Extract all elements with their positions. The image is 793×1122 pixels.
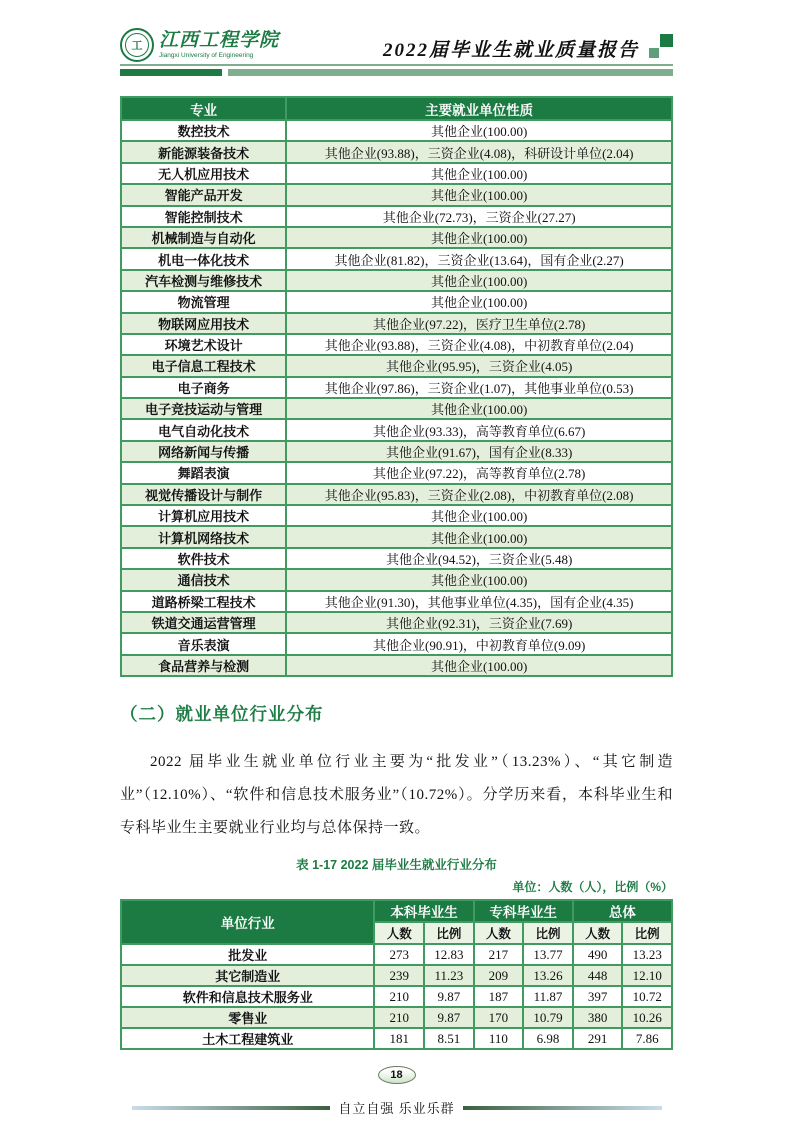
employer-nature-cell: 其他企业(100.00) xyxy=(286,526,672,547)
value-cell: 490 xyxy=(573,944,623,965)
table2-unit-note: 单位：人数（人），比例（%） xyxy=(512,880,673,895)
square-dark-icon xyxy=(660,34,673,47)
column-header-major: 专业 xyxy=(121,97,286,120)
value-cell: 273 xyxy=(374,944,424,965)
employer-nature-cell: 其他企业(100.00) xyxy=(286,398,672,419)
university-logo xyxy=(120,28,279,62)
table-group-header-row xyxy=(121,900,672,922)
employer-nature-cell: 其他企业(90.91)，中初教育单位(9.09) xyxy=(286,633,672,654)
major-cell: 环境艺术设计 xyxy=(121,334,286,355)
employer-nature-cell: 其他企业(100.00) xyxy=(286,291,672,312)
table-row xyxy=(121,248,672,269)
major-cell: 物流管理 xyxy=(121,291,286,312)
table-row xyxy=(121,120,672,141)
value-cell: 291 xyxy=(573,1028,623,1049)
major-cell: 无人机应用技术 xyxy=(121,163,286,184)
major-cell: 舞蹈表演 xyxy=(121,462,286,483)
table-row xyxy=(121,270,672,291)
major-cell: 计算机网络技术 xyxy=(121,526,286,547)
employer-nature-cell: 其他企业(100.00) xyxy=(286,227,672,248)
employer-nature-cell: 其他企业(91.67)，国有企业(8.33) xyxy=(286,441,672,462)
employer-nature-cell: 其他企业(91.30)，其他事业单位(4.35)，国有企业(4.35) xyxy=(286,591,672,612)
value-cell: 11.87 xyxy=(523,986,573,1007)
table2-caption: 表 1-17 2022 届毕业生就业行业分布 xyxy=(296,858,497,873)
major-cell: 计算机应用技术 xyxy=(121,505,286,526)
table-row xyxy=(121,548,672,569)
subheader-count: 人数 xyxy=(374,922,424,944)
footer-rule-right xyxy=(463,1106,662,1110)
table-row xyxy=(121,163,672,184)
emblem-glyph: 工 xyxy=(125,33,149,57)
table-row xyxy=(121,419,672,440)
major-cell: 机械制造与自动化 xyxy=(121,227,286,248)
major-cell: 电子信息工程技术 xyxy=(121,355,286,376)
major-cell: 机电一体化技术 xyxy=(121,248,286,269)
subheader-ratio: 比例 xyxy=(622,922,672,944)
employer-nature-cell: 其他企业(97.22)，医疗卫生单位(2.78) xyxy=(286,313,672,334)
column-header-undergraduate: 本科毕业生 xyxy=(374,900,473,922)
table-row xyxy=(121,965,672,986)
table-row xyxy=(121,377,672,398)
employer-nature-cell: 其他企业(100.00) xyxy=(286,163,672,184)
university-name-en: Jiangxi University of Engineering xyxy=(159,51,254,59)
value-cell: 110 xyxy=(474,1028,524,1049)
major-cell: 道路桥梁工程技术 xyxy=(121,591,286,612)
employer-nature-cell: 其他企业(100.00) xyxy=(286,505,672,526)
footer xyxy=(132,1098,662,1117)
major-cell: 物联网应用技术 xyxy=(121,313,286,334)
logo-text xyxy=(159,31,279,60)
employer-nature-cell: 其他企业(94.52)，三资企业(5.48) xyxy=(286,548,672,569)
column-header-junior-college: 专科毕业生 xyxy=(474,900,573,922)
major-cell: 电气自动化技术 xyxy=(121,419,286,440)
footer-motto: 自立自强 乐业乐群 xyxy=(338,1101,455,1117)
table-row xyxy=(121,526,672,547)
employer-nature-cell: 其他企业(93.33)，高等教育单位(6.67) xyxy=(286,419,672,440)
value-cell: 217 xyxy=(474,944,524,965)
industry-distribution-table-body xyxy=(121,944,672,1049)
value-cell: 12.10 xyxy=(622,965,672,986)
value-cell: 380 xyxy=(573,1007,623,1028)
table-row xyxy=(121,505,672,526)
major-cell: 通信技术 xyxy=(121,569,286,590)
major-cell: 软件技术 xyxy=(121,548,286,569)
header-rule-bar xyxy=(120,69,673,76)
major-cell: 铁道交通运营管理 xyxy=(121,612,286,633)
major-cell: 新能源装备技术 xyxy=(121,141,286,162)
value-cell: 13.77 xyxy=(523,944,573,965)
table-row xyxy=(121,141,672,162)
table-row xyxy=(121,355,672,376)
major-cell: 电子商务 xyxy=(121,377,286,398)
table-row xyxy=(121,612,672,633)
page-header xyxy=(120,28,673,62)
value-cell: 187 xyxy=(474,986,524,1007)
industry-cell: 软件和信息技术服务业 xyxy=(121,986,374,1007)
table-row xyxy=(121,1028,672,1049)
value-cell: 397 xyxy=(573,986,623,1007)
major-cell: 视觉传播设计与制作 xyxy=(121,484,286,505)
value-cell: 9.87 xyxy=(424,1007,474,1028)
table-row xyxy=(121,633,672,654)
industry-cell: 其它制造业 xyxy=(121,965,374,986)
square-mid-icon xyxy=(649,48,659,58)
major-cell: 食品营养与检测 xyxy=(121,655,286,676)
report-page xyxy=(0,28,793,1122)
table-row xyxy=(121,569,672,590)
employer-nature-cell: 其他企业(100.00) xyxy=(286,120,672,141)
major-cell: 音乐表演 xyxy=(121,633,286,654)
section-paragraph: 2022 届毕业生就业单位行业主要为“批发业”（13.23%）、“其它制造业”（12.10%）、“软件和信息技术服务业”（10.72%）。分学历来看，本科毕业生和专科毕业生主要就业行业均与总体保持一致。 xyxy=(120,754,673,837)
employer-nature-cell: 其他企业(97.22)，高等教育单位(2.78) xyxy=(286,462,672,483)
university-emblem-icon xyxy=(120,28,154,62)
section-heading: （二）就业单位行业分布 xyxy=(120,704,324,725)
table-row xyxy=(121,398,672,419)
table-row xyxy=(121,184,672,205)
report-title-block xyxy=(383,29,673,62)
table-row xyxy=(121,334,672,355)
value-cell: 13.23 xyxy=(622,944,672,965)
major-cell: 网络新闻与传播 xyxy=(121,441,286,462)
value-cell: 6.98 xyxy=(523,1028,573,1049)
table-header-row xyxy=(121,97,672,120)
value-cell: 210 xyxy=(374,1007,424,1028)
industry-distribution-table xyxy=(120,899,673,1050)
value-cell: 10.72 xyxy=(622,986,672,1007)
value-cell: 13.26 xyxy=(523,965,573,986)
column-header-employer-nature: 主要就业单位性质 xyxy=(286,97,672,120)
rule-segment-sage xyxy=(228,69,673,76)
header-rule-thin xyxy=(120,64,673,66)
column-header-total: 总体 xyxy=(573,900,672,922)
employer-nature-cell: 其他企业(100.00) xyxy=(286,655,672,676)
value-cell: 209 xyxy=(474,965,524,986)
report-title: 2022届毕业生就业质量报告 xyxy=(382,40,639,61)
employer-nature-cell: 其他企业(100.00) xyxy=(286,184,672,205)
table-row xyxy=(121,441,672,462)
industry-cell: 土木工程建筑业 xyxy=(121,1028,374,1049)
decorative-squares-icon xyxy=(647,29,673,57)
major-cell: 智能产品开发 xyxy=(121,184,286,205)
major-cell: 汽车检测与维修技术 xyxy=(121,270,286,291)
value-cell: 10.79 xyxy=(523,1007,573,1028)
page-number-badge: 18 xyxy=(378,1066,416,1084)
university-name-cn: 江西工程学院 xyxy=(159,29,280,51)
column-header-industry: 单位行业 xyxy=(121,900,374,944)
employer-nature-cell: 其他企业(92.31)，三资企业(7.69) xyxy=(286,612,672,633)
employer-nature-cell: 其他企业(95.83)，三资企业(2.08)，中初教育单位(2.08) xyxy=(286,484,672,505)
employer-nature-cell: 其他企业(100.00) xyxy=(286,569,672,590)
value-cell: 448 xyxy=(573,965,623,986)
rule-segment-dark xyxy=(120,69,222,76)
employer-nature-cell: 其他企业(100.00) xyxy=(286,270,672,291)
table-row xyxy=(121,944,672,965)
value-cell: 7.86 xyxy=(622,1028,672,1049)
value-cell: 239 xyxy=(374,965,424,986)
value-cell: 181 xyxy=(374,1028,424,1049)
value-cell: 11.23 xyxy=(424,965,474,986)
table-row xyxy=(121,291,672,312)
table-row xyxy=(121,462,672,483)
value-cell: 12.83 xyxy=(424,944,474,965)
major-cell: 数控技术 xyxy=(121,120,286,141)
subheader-count: 人数 xyxy=(474,922,524,944)
employer-nature-cell: 其他企业(95.95)，三资企业(4.05) xyxy=(286,355,672,376)
value-cell: 8.51 xyxy=(424,1028,474,1049)
employer-nature-cell: 其他企业(81.82)，三资企业(13.64)，国有企业(2.27) xyxy=(286,248,672,269)
value-cell: 9.87 xyxy=(424,986,474,1007)
table-row xyxy=(121,986,672,1007)
value-cell: 10.26 xyxy=(622,1007,672,1028)
table-row xyxy=(121,655,672,676)
subheader-count: 人数 xyxy=(573,922,623,944)
industry-cell: 批发业 xyxy=(121,944,374,965)
value-cell: 170 xyxy=(474,1007,524,1028)
major-cell: 智能控制技术 xyxy=(121,206,286,227)
employer-nature-cell: 其他企业(93.88)，三资企业(4.08)，中初教育单位(2.04) xyxy=(286,334,672,355)
subheader-ratio: 比例 xyxy=(424,922,474,944)
value-cell: 210 xyxy=(374,986,424,1007)
employer-nature-table-body xyxy=(121,120,672,676)
table-row xyxy=(121,227,672,248)
employer-nature-cell: 其他企业(72.73)，三资企业(27.27) xyxy=(286,206,672,227)
table-row xyxy=(121,313,672,334)
footer-rule-left xyxy=(132,1106,331,1110)
table-row xyxy=(121,1007,672,1028)
industry-cell: 零售业 xyxy=(121,1007,374,1028)
subheader-ratio: 比例 xyxy=(523,922,573,944)
table-row xyxy=(121,591,672,612)
table-row xyxy=(121,206,672,227)
employer-nature-table xyxy=(120,96,673,677)
employer-nature-cell: 其他企业(97.86)，三资企业(1.07)，其他事业单位(0.53) xyxy=(286,377,672,398)
employer-nature-cell: 其他企业(93.88)，三资企业(4.08)，科研设计单位(2.04) xyxy=(286,141,672,162)
major-cell: 电子竞技运动与管理 xyxy=(121,398,286,419)
table-row xyxy=(121,484,672,505)
